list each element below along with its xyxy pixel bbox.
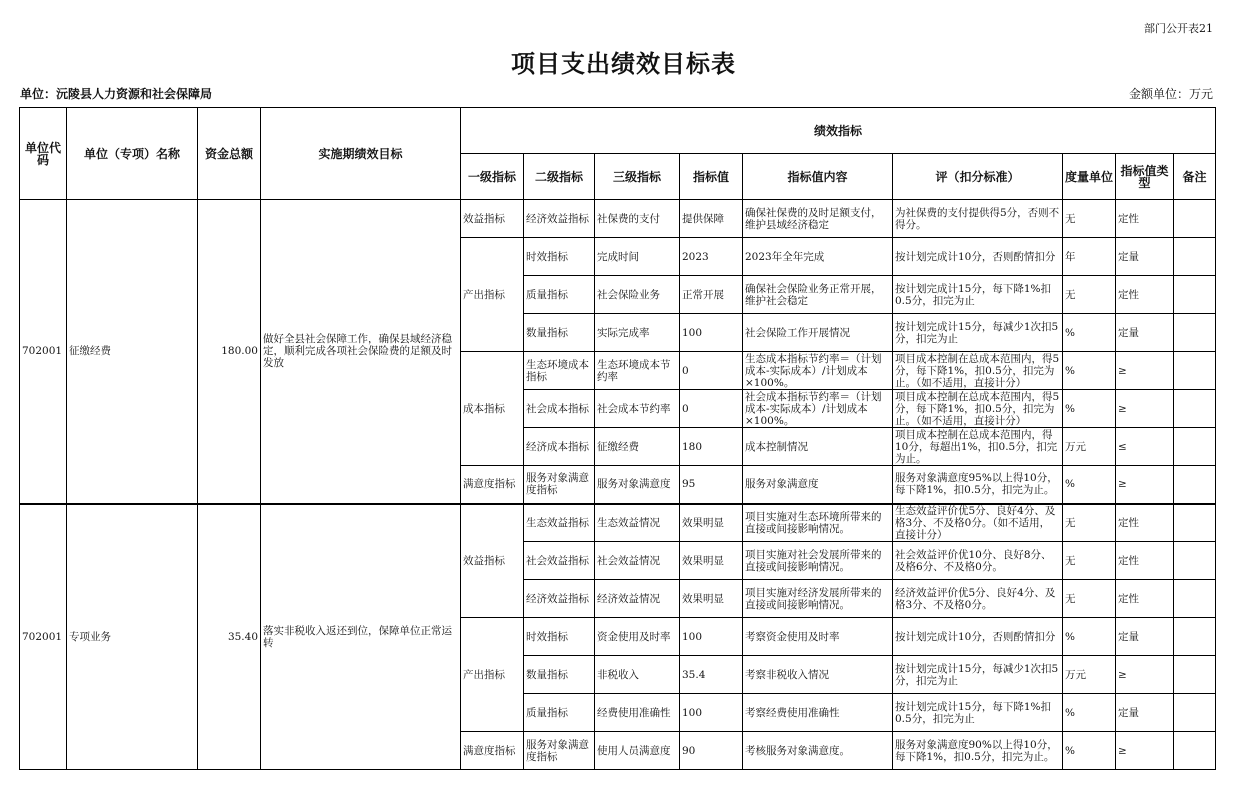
project-total: 35.40 xyxy=(198,504,261,770)
header-performance: 绩效指标 xyxy=(461,108,1216,154)
value-type: ≥ xyxy=(1116,732,1174,770)
scoring-criteria: 按计划完成计15分，每下降1%扣0.5分，扣完为止 xyxy=(893,694,1063,732)
value-type: 定性 xyxy=(1116,200,1174,238)
project-goal: 落实非税收入返还到位，保障单位正常运转 xyxy=(261,504,461,770)
scoring-criteria: 按计划完成计10分，否则酌情扣分 xyxy=(893,238,1063,276)
remark-cell xyxy=(1174,352,1216,390)
measure-unit: 无 xyxy=(1063,580,1116,618)
remark-cell xyxy=(1174,466,1216,504)
unit-label: 单位：沅陵县人力资源和社会保障局 xyxy=(20,87,213,101)
money-unit-label: 金额单位：万元 xyxy=(1128,87,1213,101)
remark-cell xyxy=(1174,390,1216,428)
indicator-value: 0 xyxy=(680,390,743,428)
value-type: ≥ xyxy=(1116,656,1174,694)
level2-indicator: 社会成本指标 xyxy=(524,390,595,428)
scoring-criteria: 按计划完成计15分，每下降1%扣0.5分，扣完为止 xyxy=(893,276,1063,314)
level3-indicator: 服务对象满意度 xyxy=(595,466,680,504)
indicator-value: 100 xyxy=(680,314,743,352)
project-name: 征缴经费 xyxy=(67,200,198,504)
level3-indicator: 征缴经费 xyxy=(595,428,680,466)
scoring-criteria: 按计划完成计10分，否则酌情扣分 xyxy=(893,618,1063,656)
level1-indicator: 产出指标 xyxy=(461,618,524,732)
header-value-type: 指标值类型 xyxy=(1116,154,1174,200)
level1-indicator: 成本指标 xyxy=(461,352,524,466)
measure-unit: 万元 xyxy=(1063,656,1116,694)
indicator-value: 效果明显 xyxy=(680,542,743,580)
level3-indicator: 实际完成率 xyxy=(595,314,680,352)
level2-indicator: 经济效益指标 xyxy=(524,200,595,238)
remark-cell xyxy=(1174,694,1216,732)
remark-cell xyxy=(1174,276,1216,314)
level1-indicator: 效益指标 xyxy=(461,504,524,618)
level3-indicator: 生态环境成本节约率 xyxy=(595,352,680,390)
project-total: 180.00 xyxy=(198,200,261,504)
indicator-content: 考察非税收入情况 xyxy=(743,656,893,694)
value-type: 定性 xyxy=(1116,542,1174,580)
indicator-value: 2023 xyxy=(680,238,743,276)
level2-indicator: 服务对象满意度指标 xyxy=(524,732,595,770)
header-total: 资金总额 xyxy=(198,108,261,200)
level2-indicator: 时效指标 xyxy=(524,238,595,276)
indicator-content: 确保社会保险业务正常开展，维护社会稳定 xyxy=(743,276,893,314)
scoring-criteria: 项目成本控制在总成本范围内，得5分，每下降1%，扣0.5分，扣完为止。（如不适用，直接计分） xyxy=(893,352,1063,390)
scoring-criteria: 生态效益评价优5分、良好4分、及格3分、不及格0分。（如不适用，直接计分） xyxy=(893,504,1063,542)
level3-indicator: 完成时间 xyxy=(595,238,680,276)
level2-indicator: 经济成本指标 xyxy=(524,428,595,466)
remark-cell xyxy=(1174,542,1216,580)
table-body xyxy=(20,200,1216,770)
indicator-value: 效果明显 xyxy=(680,504,743,542)
indicator-content: 确保社保费的及时足额支付，维护县域经济稳定 xyxy=(743,200,893,238)
table-number-label: 部门公开表21 xyxy=(1144,22,1213,35)
level2-indicator: 生态效益指标 xyxy=(524,504,595,542)
indicator-content: 生态成本指标节约率＝（计划成本-实际成本）/计划成本×100%。 xyxy=(743,352,893,390)
remark-cell xyxy=(1174,238,1216,276)
indicator-value: 90 xyxy=(680,732,743,770)
measure-unit: 无 xyxy=(1063,276,1116,314)
indicator-value: 35.4 xyxy=(680,656,743,694)
scoring-criteria: 按计划完成计15分，每减少1次扣5分，扣完为止 xyxy=(893,656,1063,694)
indicator-content: 服务对象满意度 xyxy=(743,466,893,504)
level2-indicator: 时效指标 xyxy=(524,618,595,656)
measure-unit: 年 xyxy=(1063,238,1116,276)
header-level1: 一级指标 xyxy=(461,154,524,200)
value-type: 定性 xyxy=(1116,504,1174,542)
header-level2: 二级指标 xyxy=(524,154,595,200)
level2-indicator: 生态环境成本指标 xyxy=(524,352,595,390)
level3-indicator: 经济效益情况 xyxy=(595,580,680,618)
scoring-criteria: 项目成本控制在总成本范围内，得10分，每超出1%，扣0.5分，扣完为止。 xyxy=(893,428,1063,466)
remark-cell xyxy=(1174,314,1216,352)
value-type: 定量 xyxy=(1116,618,1174,656)
measure-unit: 万元 xyxy=(1063,428,1116,466)
header-name: 单位（专项）名称 xyxy=(67,108,198,200)
indicator-value: 正常开展 xyxy=(680,276,743,314)
remark-cell xyxy=(1174,200,1216,238)
indicator-content: 社会成本指标节约率＝（计划成本-实际成本）/计划成本×100%。 xyxy=(743,390,893,428)
indicator-value: 0 xyxy=(680,352,743,390)
indicator-value: 180 xyxy=(680,428,743,466)
measure-unit: % xyxy=(1063,466,1116,504)
remark-cell xyxy=(1174,732,1216,770)
scoring-criteria: 为社保费的支付提供得5分，否则不得分。 xyxy=(893,200,1063,238)
indicator-content: 项目实施对社会发展所带来的直接或间接影响情况。 xyxy=(743,542,893,580)
level3-indicator: 经费使用准确性 xyxy=(595,694,680,732)
value-type: 定性 xyxy=(1116,580,1174,618)
measure-unit: % xyxy=(1063,390,1116,428)
remark-cell xyxy=(1174,656,1216,694)
page-title: 项目支出绩效目标表 xyxy=(511,50,736,78)
measure-unit: % xyxy=(1063,352,1116,390)
indicator-content: 项目实施对经济发展所带来的直接或间接影响情况。 xyxy=(743,580,893,618)
indicator-content: 2023年全年完成 xyxy=(743,238,893,276)
indicator-content: 考核服务对象满意度。 xyxy=(743,732,893,770)
level2-indicator: 经济效益指标 xyxy=(524,580,595,618)
indicator-content: 成本控制情况 xyxy=(743,428,893,466)
project-code: 702001 xyxy=(20,504,67,770)
header-level3: 三级指标 xyxy=(595,154,680,200)
performance-table xyxy=(19,107,1216,770)
scoring-criteria: 社会效益评价优10分、良好8分、及格6分、不及格0分。 xyxy=(893,542,1063,580)
table-row xyxy=(20,200,1216,238)
remark-cell xyxy=(1174,580,1216,618)
scoring-criteria: 服务对象满意度90%以上得10分，每下降1%，扣0.5分，扣完为止。 xyxy=(893,732,1063,770)
indicator-content: 考察经费使用准确性 xyxy=(743,694,893,732)
indicator-content: 社会保险工作开展情况 xyxy=(743,314,893,352)
indicator-content: 考察资金使用及时率 xyxy=(743,618,893,656)
measure-unit: % xyxy=(1063,732,1116,770)
level1-indicator: 满意度指标 xyxy=(461,466,524,504)
level3-indicator: 资金使用及时率 xyxy=(595,618,680,656)
indicator-content: 项目实施对生态环境所带来的直接或间接影响情况。 xyxy=(743,504,893,542)
indicator-value: 100 xyxy=(680,618,743,656)
header-code: 单位代码 xyxy=(20,108,67,200)
value-type: 定量 xyxy=(1116,238,1174,276)
remark-cell xyxy=(1174,504,1216,542)
scoring-criteria: 项目成本控制在总成本范围内，得5分，每下降1%，扣0.5分，扣完为止。（如不适用，直接计分） xyxy=(893,390,1063,428)
level2-indicator: 服务对象满意度指标 xyxy=(524,466,595,504)
indicator-value: 95 xyxy=(680,466,743,504)
project-code: 702001 xyxy=(20,200,67,504)
measure-unit: 无 xyxy=(1063,200,1116,238)
value-type: ≤ xyxy=(1116,428,1174,466)
measure-unit: 无 xyxy=(1063,542,1116,580)
level3-indicator: 社会效益情况 xyxy=(595,542,680,580)
header-goal: 实施期绩效目标 xyxy=(261,108,461,200)
indicator-value: 提供保障 xyxy=(680,200,743,238)
header-remark: 备注 xyxy=(1174,154,1216,200)
scoring-criteria: 按计划完成计15分，每减少1次扣5分，扣完为止 xyxy=(893,314,1063,352)
level1-indicator: 效益指标 xyxy=(461,200,524,238)
level3-indicator: 社会保险业务 xyxy=(595,276,680,314)
level3-indicator: 非税收入 xyxy=(595,656,680,694)
level3-indicator: 生态效益情况 xyxy=(595,504,680,542)
indicator-value: 100 xyxy=(680,694,743,732)
measure-unit: % xyxy=(1063,314,1116,352)
scoring-criteria: 服务对象满意度95%以上得10分，每下降1%，扣0.5分，扣完为止。 xyxy=(893,466,1063,504)
value-type: ≥ xyxy=(1116,466,1174,504)
project-name: 专项业务 xyxy=(67,504,198,770)
measure-unit: 无 xyxy=(1063,504,1116,542)
level2-indicator: 数量指标 xyxy=(524,314,595,352)
value-type: ≥ xyxy=(1116,390,1174,428)
scoring-criteria: 经济效益评价优5分、良好4分、及格3分、不及格0分。 xyxy=(893,580,1063,618)
measure-unit: % xyxy=(1063,694,1116,732)
header-unit: 度量单位 xyxy=(1063,154,1116,200)
header-value: 指标值 xyxy=(680,154,743,200)
level3-indicator: 使用人员满意度 xyxy=(595,732,680,770)
level1-indicator: 产出指标 xyxy=(461,238,524,352)
level3-indicator: 社会成本节约率 xyxy=(595,390,680,428)
remark-cell xyxy=(1174,428,1216,466)
level3-indicator: 社保费的支付 xyxy=(595,200,680,238)
project-goal: 做好全县社会保障工作，确保县域经济稳定，顺利完成各项社会保险费的足额及时发放 xyxy=(261,200,461,504)
value-type: ≥ xyxy=(1116,352,1174,390)
header-criteria: 评（扣分标准） xyxy=(893,154,1063,200)
remark-cell xyxy=(1174,618,1216,656)
value-type: 定性 xyxy=(1116,276,1174,314)
indicator-value: 效果明显 xyxy=(680,580,743,618)
level2-indicator: 质量指标 xyxy=(524,276,595,314)
measure-unit: % xyxy=(1063,618,1116,656)
header-content: 指标值内容 xyxy=(743,154,893,200)
level1-indicator: 满意度指标 xyxy=(461,732,524,770)
level2-indicator: 质量指标 xyxy=(524,694,595,732)
table-row xyxy=(20,504,1216,542)
level2-indicator: 数量指标 xyxy=(524,656,595,694)
header-row-1 xyxy=(20,108,1216,154)
value-type: 定量 xyxy=(1116,694,1174,732)
value-type: 定量 xyxy=(1116,314,1174,352)
level2-indicator: 社会效益指标 xyxy=(524,542,595,580)
